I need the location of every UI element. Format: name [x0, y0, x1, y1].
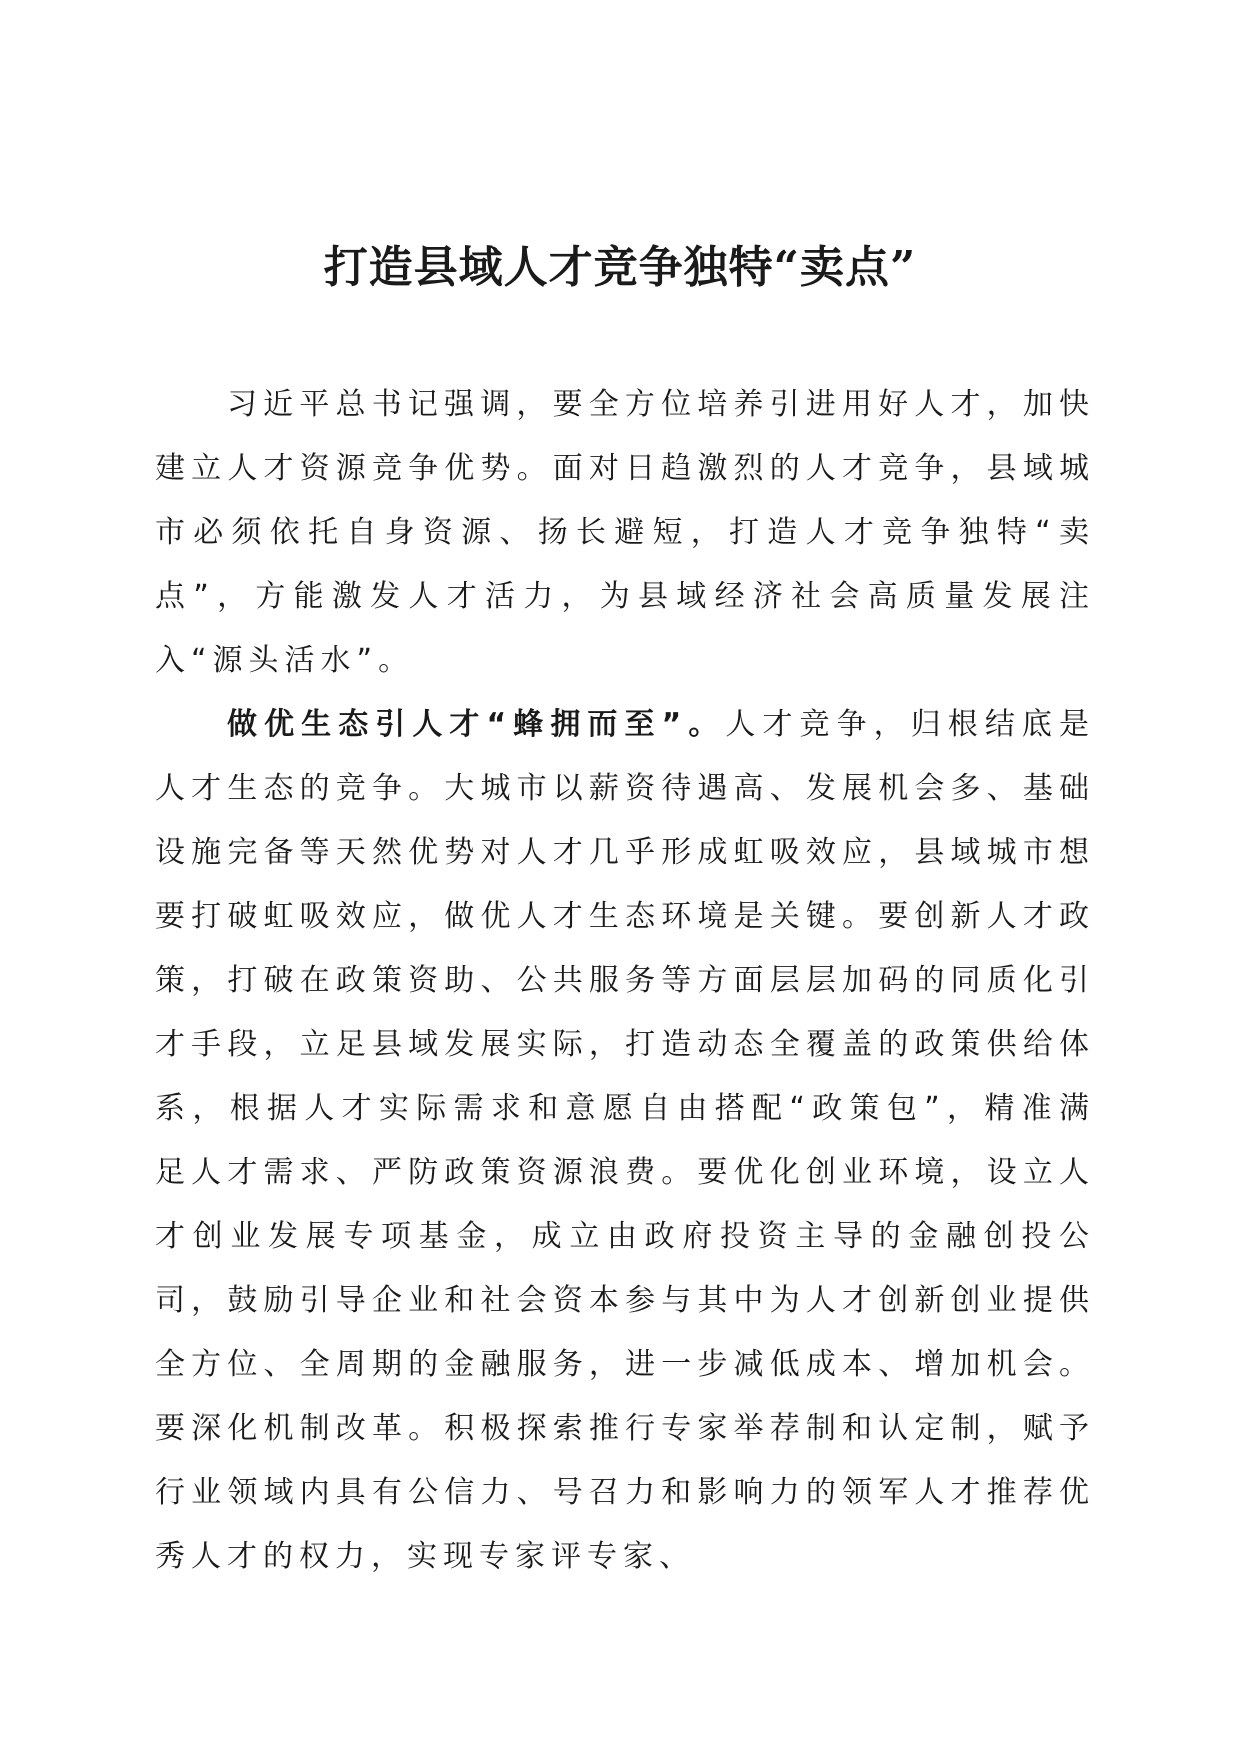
paragraph-lead: 做优生态引人才“蜂拥而至”。: [227, 707, 726, 742]
document-body: [155, 373, 1095, 1589]
paragraph-ecology: [155, 693, 1095, 1589]
paragraph-text: 人才竞争，归根结底是人才生态的竞争。大城市以薪资待遇高、发展机会多、基础设施完备等天然优势对人才几乎形成虹吸效应，县域城市想要打破虹吸效应，做优人才生态环境是关键。要创新人才政策，打破在政策资助、公共服务等方面层层加码的同质化引才手段，立足县域发展实际，打造动态全覆盖的政策供给体系，根据人才实际需求和意愿自由搭配“政策包”，精准满足人才需求、严防政策资源浪费。要优化创业环境，设立人才创业发展专项基金，成立由政府投资主导的金融创投公司，鼓励引导企业和社会资本参与其中为人才创新创业提供全方位、全周期的金融服务，进一步减低成本、增加机会。要深化机制改革。积极探索推行专家举荐制和认定制，赋予行业领域内具有公信力、号召力和影响力的领军人才推荐优秀人才的权力，实现专家评专家、: [155, 707, 1096, 1574]
document-title: 打造县域人才竞争独特“卖点”: [323, 242, 917, 293]
paragraph-intro: [155, 373, 1095, 693]
paragraph-text: 习近平总书记强调，要全方位培养引进用好人才，加快建立人才资源竞争优势。面对日趋激烈的人才竞争，县域城市必须依托自身资源、扬长避短，打造人才竞争独特“卖点”，方能激发人才活力，为县域经济社会高质量发展注入“源头活水”。: [155, 387, 1095, 678]
